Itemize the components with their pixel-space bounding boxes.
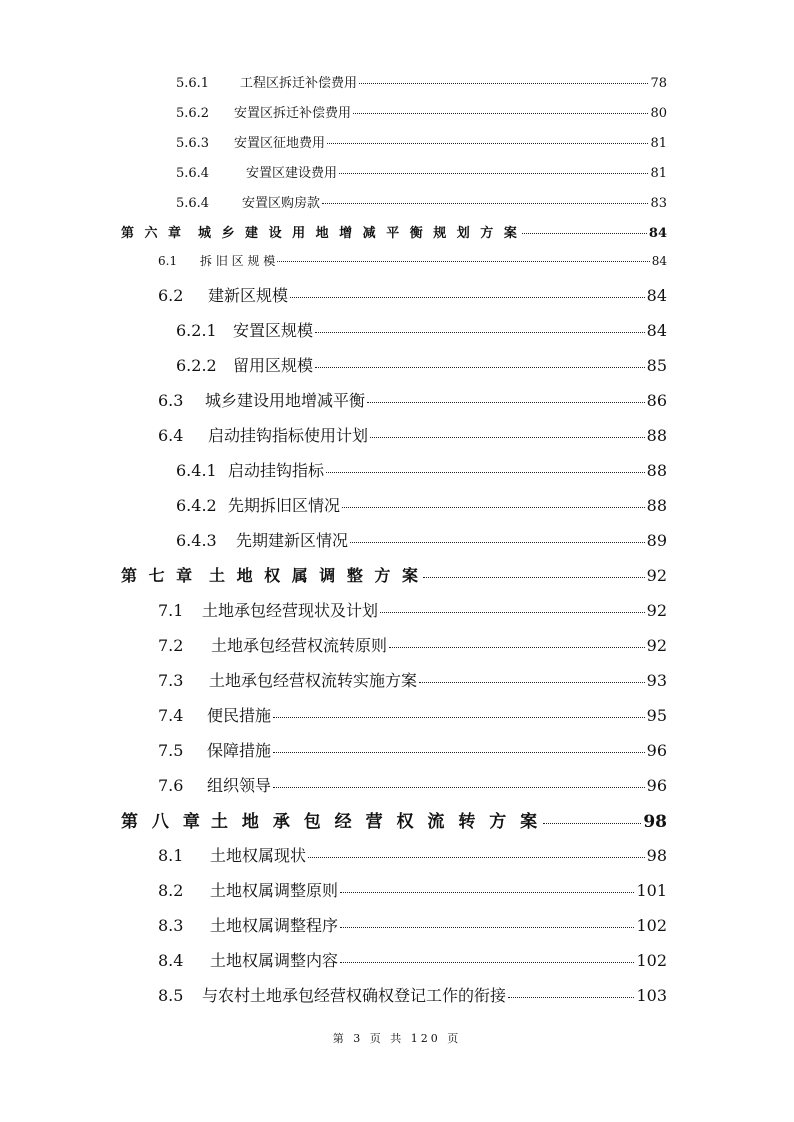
chapter-number: 第 七 章 (121, 566, 196, 585)
chapter-title: 土 地 权 属 调 整 方 案 (209, 566, 421, 585)
entry-number: 6.4.3 (176, 531, 217, 550)
entry-page: 84 (646, 321, 667, 340)
entry-title: 与农村土地承包经营权确权登记工作的衔接 (202, 986, 507, 1005)
entry-number: 6.1 (158, 254, 178, 268)
toc-chapter-entry[interactable] (121, 222, 667, 241)
toc-entry[interactable] (158, 283, 667, 306)
entry-title: 土地承包经营现状及计划 (202, 601, 379, 620)
toc-entry[interactable] (176, 102, 667, 121)
entry-page: 96 (646, 741, 667, 760)
entry-number: 6.4.2 (176, 496, 217, 515)
dot-leader (367, 402, 645, 403)
entry-title: 土地权属调整程序 (210, 916, 339, 935)
dot-leader (380, 612, 645, 613)
chapter-page: 84 (648, 226, 667, 241)
entry-title: 建新区规模 (208, 286, 289, 305)
toc-entry[interactable] (158, 703, 667, 726)
entry-page: 96 (646, 776, 667, 795)
toc-chapter-entry[interactable] (121, 807, 667, 832)
entry-number: 7.1 (158, 601, 184, 620)
chapter-title: 城 乡 建 设 用 地 增 减 平 衡 规 划 方 案 (198, 226, 520, 241)
dot-leader (315, 367, 645, 368)
entry-page: 92 (646, 636, 667, 655)
dot-leader (543, 823, 641, 824)
entry-number: 7.3 (158, 671, 184, 690)
entry-number: 6.2.1 (176, 321, 217, 340)
entry-page: 88 (646, 461, 667, 480)
entry-page: 88 (646, 496, 667, 515)
toc-entry[interactable] (158, 633, 667, 656)
entry-page: 98 (646, 846, 667, 865)
entry-title: 组织领导 (207, 776, 272, 795)
dot-leader (350, 542, 645, 543)
entry-page: 88 (646, 426, 667, 445)
dot-leader (419, 682, 645, 683)
entry-title: 土地权属调整内容 (210, 951, 339, 970)
toc-entry[interactable] (176, 458, 667, 481)
toc-entry[interactable] (176, 132, 667, 151)
chapter-number: 第 六 章 (121, 226, 185, 241)
entry-number: 5.6.4 (176, 196, 210, 211)
entry-number: 6.4.1 (176, 461, 217, 480)
toc-entry[interactable] (158, 668, 667, 691)
toc-entry[interactable] (176, 528, 667, 551)
entry-title: 启动挂钩指标使用计划 (208, 426, 369, 445)
dot-leader (273, 752, 645, 753)
entry-number: 7.4 (158, 706, 184, 725)
entry-title: 安置区征地费用 (234, 136, 326, 151)
dot-leader (315, 332, 645, 333)
dot-leader (340, 927, 634, 928)
dot-leader (273, 787, 645, 788)
entry-page: 102 (636, 916, 667, 935)
toc-entry[interactable] (176, 192, 667, 211)
dot-leader (308, 857, 645, 858)
entry-page: 102 (636, 951, 667, 970)
page-footer: 第 3 页 共 120 页 (332, 1032, 462, 1045)
entry-title: 土地权属调整原则 (210, 881, 339, 900)
entry-page: 101 (636, 881, 667, 900)
entry-page: 80 (650, 106, 667, 121)
toc-entry[interactable] (158, 252, 667, 269)
entry-number: 7.5 (158, 741, 184, 760)
entry-title: 土地承包经营权流转原则 (211, 636, 388, 655)
entry-page: 84 (651, 254, 667, 268)
toc-entry[interactable] (176, 72, 667, 91)
entry-title: 安置区规模 (233, 321, 314, 340)
dot-leader (339, 173, 648, 174)
toc-entry[interactable] (176, 162, 667, 181)
entry-number: 6.2 (158, 286, 184, 305)
dot-leader (326, 472, 645, 473)
chapter-title: 土 地 承 包 经 营 权 流 转 方 案 (211, 812, 542, 832)
entry-number: 5.6.2 (176, 106, 210, 121)
entry-title: 保障措施 (207, 741, 272, 760)
entry-page: 84 (646, 286, 667, 305)
entry-title: 工程区拆迁补偿费用 (240, 76, 358, 91)
entry-number: 8.2 (158, 881, 184, 900)
dot-leader (340, 892, 634, 893)
entry-title: 先期拆旧区情况 (228, 496, 341, 515)
toc-entry[interactable] (158, 738, 667, 761)
chapter-page: 92 (646, 566, 667, 585)
dot-leader (359, 83, 648, 84)
toc-entry[interactable] (158, 843, 667, 866)
chapter-page: 98 (643, 812, 667, 832)
entry-page: 92 (646, 601, 667, 620)
entry-title: 安置区建设费用 (246, 166, 338, 181)
dot-leader (340, 962, 634, 963)
toc-entry[interactable] (158, 913, 667, 936)
entry-title: 便民措施 (207, 706, 272, 725)
toc-entry[interactable] (158, 878, 667, 901)
toc-entry[interactable] (158, 773, 667, 796)
chapter-number: 第 八 章 (121, 812, 204, 832)
entry-page: 85 (646, 356, 667, 375)
entry-number: 6.3 (158, 391, 184, 410)
entry-page: 86 (646, 391, 667, 410)
entry-title: 土地承包经营权流转实施方案 (209, 671, 418, 690)
entry-number: 6.2.2 (176, 356, 217, 375)
entry-page: 81 (650, 166, 667, 181)
entry-page: 81 (650, 136, 667, 151)
entry-number: 5.6.4 (176, 166, 210, 181)
entry-number: 8.3 (158, 916, 184, 935)
dot-leader (342, 507, 645, 508)
dot-leader (423, 577, 645, 578)
dot-leader (277, 261, 649, 262)
entry-page: 95 (646, 706, 667, 725)
toc-entry[interactable] (176, 493, 667, 516)
dot-leader (508, 997, 634, 998)
dot-leader (522, 233, 647, 234)
entry-title: 安置区购房款 (242, 196, 321, 211)
toc-entry[interactable] (158, 948, 667, 971)
dot-leader (290, 297, 645, 298)
dot-leader (327, 143, 648, 144)
dot-leader (353, 113, 648, 114)
toc-entry[interactable] (158, 388, 667, 411)
entry-title: 先期建新区情况 (236, 531, 349, 550)
dot-leader (389, 647, 645, 648)
entry-number: 8.4 (158, 951, 184, 970)
entry-page: 83 (650, 196, 667, 211)
entry-number: 6.4 (158, 426, 184, 445)
toc-entry[interactable] (176, 318, 667, 341)
entry-title: 拆 旧 区 规 模 (200, 254, 276, 268)
entry-number: 8.5 (158, 986, 184, 1005)
entry-title: 安置区拆迁补偿费用 (234, 106, 352, 121)
toc-entry[interactable] (176, 353, 667, 376)
entry-number: 5.6.1 (176, 76, 210, 91)
dot-leader (273, 717, 645, 718)
toc-entry[interactable] (158, 423, 667, 446)
entry-title: 启动挂钩指标 (228, 461, 325, 480)
entry-page: 103 (636, 986, 667, 1005)
dot-leader (322, 203, 648, 204)
toc-entry[interactable] (158, 598, 667, 621)
entry-title: 土地权属现状 (210, 846, 307, 865)
entry-title: 城乡建设用地增减平衡 (205, 391, 366, 410)
entry-page: 78 (650, 76, 667, 91)
entry-number: 7.6 (158, 776, 184, 795)
dot-leader (370, 437, 645, 438)
entry-number: 8.1 (158, 846, 184, 865)
entry-page: 93 (646, 671, 667, 690)
entry-page: 89 (646, 531, 667, 550)
entry-number: 5.6.3 (176, 136, 210, 151)
toc-chapter-entry[interactable] (121, 563, 667, 586)
toc-entry[interactable] (158, 983, 667, 1006)
entry-number: 7.2 (158, 636, 184, 655)
entry-title: 留用区规模 (233, 356, 314, 375)
